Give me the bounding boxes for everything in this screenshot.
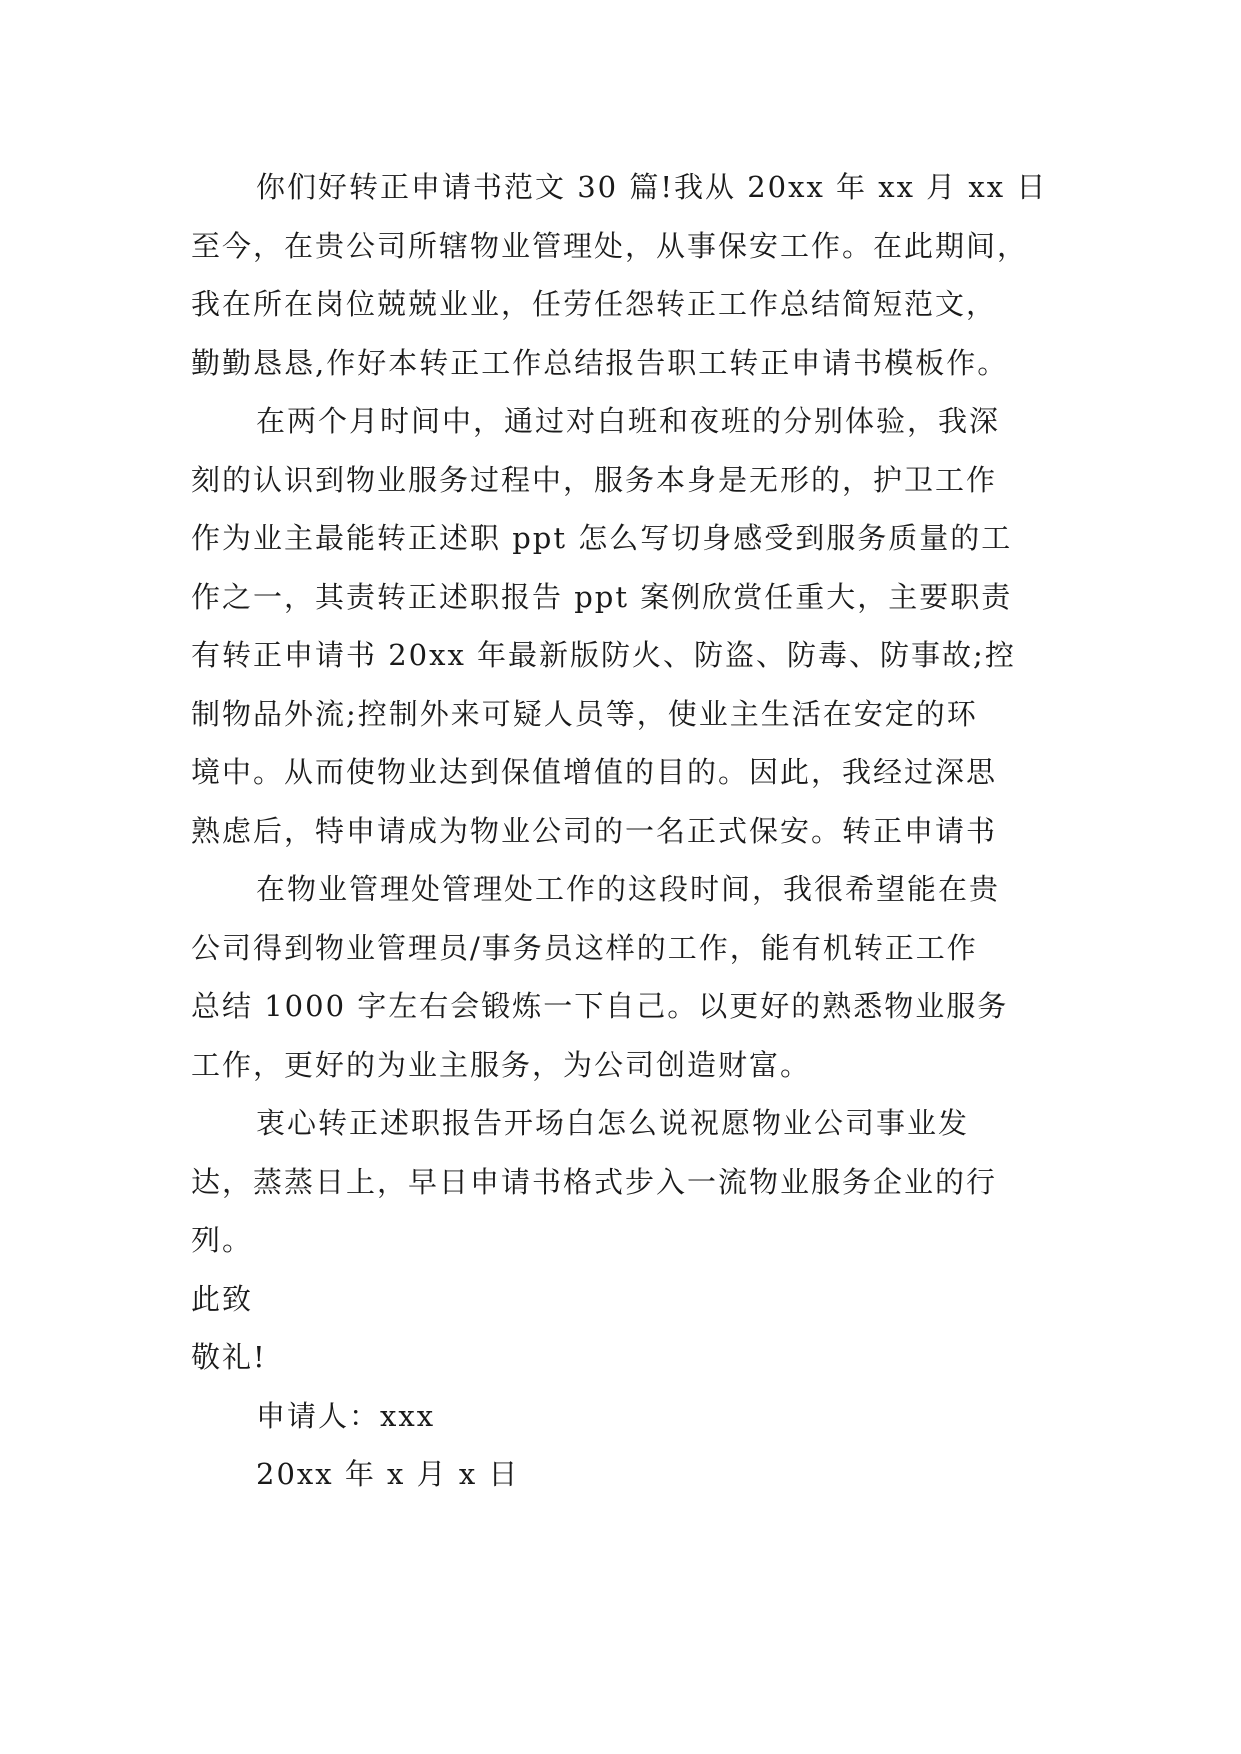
text-line: 公司得到物业管理员/事务员这样的工作，能有机转正工作 — [191, 930, 978, 965]
applicant-signature: 申请人：xxx — [256, 1398, 436, 1433]
text-line: 工作，更好的为业主服务，为公司创造财富。 — [191, 1047, 812, 1082]
text-line: 我在所在岗位兢兢业业，任劳任怨转正工作总结简短范文， — [191, 287, 998, 321]
text-line: 列。 — [191, 1223, 254, 1257]
text-line: 在物业管理处管理处工作的这段时间，我很希望能在贵 — [256, 872, 1001, 906]
text-line: 总结 1000 字左右会锻炼一下自己。以更好的熟悉物业服务 — [191, 989, 1009, 1023]
text-line: 制物品外流;控制外来可疑人员等，使业主生活在安定的环 — [191, 696, 978, 731]
paragraph-wishes — [191, 1094, 1061, 1270]
text-line: 至今，在贵公司所辖物业管理处，从事保安工作。在此期间， — [191, 228, 1029, 263]
document-body — [191, 158, 1061, 1504]
text-line: 在两个月时间中，通过对白班和夜班的分别体验，我深 — [256, 404, 1001, 438]
text-line: 作为业主最能转正述职 ppt 怎么写切身感受到服务质量的工 — [191, 521, 1013, 555]
paragraph-intro — [191, 158, 1061, 392]
text-line: 境中。从而使物业达到保值增值的目的。因此，我经过深思 — [191, 755, 998, 789]
document-date: 20xx 年 x 月 x 日 — [256, 1457, 520, 1491]
paragraph-experience — [191, 392, 1061, 860]
text-line: 作之一，其责转正述职报告 ppt 案例欣赏任重大，主要职责 — [191, 579, 1013, 614]
text-line: 你们好转正申请书范文 30 篇!我从 20xx 年 xx 月 xx 日 — [256, 170, 1048, 204]
text-line: 熟虑后，特申请成为物业公司的一名正式保安。转正申请书 — [191, 813, 998, 848]
text-line: 有转正申请书 20xx 年最新版防火、防盗、防毒、防事故;控 — [191, 638, 1016, 672]
text-line: 衷心转正述职报告开场白怎么说祝愿物业公司事业发 — [256, 1106, 970, 1140]
text-line: 勤勤恳恳,作好本转正工作总结报告职工转正申请书模板作。 — [191, 345, 1009, 380]
text-line: 刻的认识到物业服务过程中，服务本身是无形的，护卫工作 — [191, 462, 998, 497]
salutation-text: 敬礼! — [191, 1340, 267, 1374]
closing-text: 此致 — [191, 1281, 254, 1316]
text-line: 达，蒸蒸日上，早日申请书格式步入一流物业服务企业的行 — [191, 1164, 998, 1199]
paragraph-hope — [191, 860, 1061, 1094]
